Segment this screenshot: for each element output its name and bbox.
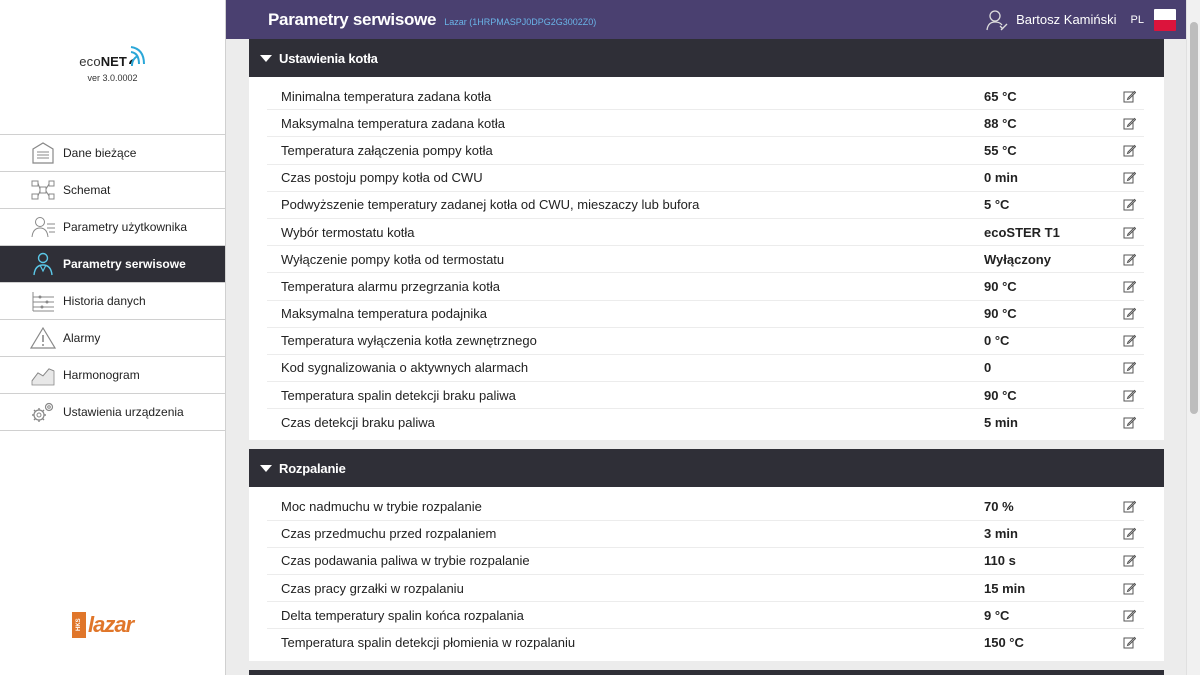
param-row [267,602,1144,629]
param-name: Temperatura wyłączenia kotła zewnętrznego [281,333,537,349]
brand-eco: eco [79,54,101,69]
scrollbar-thumb[interactable] [1190,22,1198,414]
section-title: Ustawienia kotła [279,50,378,66]
param-name: Delta temperatury spalin końca rozpalania [281,607,524,623]
param-row [267,110,1144,137]
sidebar-item-label: Parametry serwisowe [63,257,186,271]
service-params-icon [30,251,56,277]
edit-icon[interactable] [1114,117,1144,130]
param-name: Moc nadmuchu w trybie rozpalanie [281,499,482,515]
sidebar-item-dane-biezace[interactable] [0,135,225,172]
edit-icon[interactable] [1114,280,1144,293]
sidebar-item-ustawienia-urzadzenia[interactable] [0,394,225,431]
language-selector[interactable]: PL [1130,13,1144,26]
param-row [267,83,1144,110]
sidebar-item-schemat[interactable] [0,172,225,209]
section-body [249,487,1164,660]
param-name: Maksymalna temperatura zadana kotła [281,115,506,131]
param-value: 88 °C [984,115,1017,131]
sidebar-item-historia-danych[interactable] [0,283,225,320]
sidebar-item-label: Dane bieżące [63,146,137,160]
param-row [267,629,1144,656]
param-name: Czas detekcji braku paliwa [281,415,435,431]
brand-block [0,0,225,135]
alarm-icon [30,325,56,351]
econet-logo [79,44,146,69]
sidebar-item-harmonogram[interactable] [0,357,225,394]
edit-icon[interactable] [1114,171,1144,184]
edit-icon[interactable] [1114,527,1144,540]
param-value: 150 °C [984,635,1024,651]
edit-icon[interactable] [1114,144,1144,157]
param-value: 3 min [984,526,1018,542]
edit-icon[interactable] [1114,334,1144,347]
user-params-icon [30,214,56,240]
param-row [267,548,1144,575]
brand-net: NET [100,54,127,69]
edit-icon[interactable] [1114,582,1144,595]
section-header[interactable] [249,39,1164,77]
sidebar-item-alarmy[interactable] [0,320,225,357]
param-value: 5 °C [984,197,1010,213]
lazar-logo-tag: HKS [72,612,86,638]
history-icon [30,288,56,314]
section-title: Rozpalanie [279,460,346,476]
version-label: ver 3.0.0002 [87,73,138,83]
edit-icon[interactable] [1114,361,1144,374]
section-ustawienia-kotla [249,39,1164,440]
param-name: Wyłączenie pompy kotła od termostatu [281,251,505,267]
param-row [267,409,1144,436]
edit-icon[interactable] [1114,226,1144,239]
param-name: Temperatura alarmu przegrzania kotła [281,278,500,294]
edit-icon[interactable] [1114,90,1144,103]
param-value: 0 °C [984,333,1010,349]
param-name: Temperatura załączenia pompy kotła [281,142,493,158]
param-row [267,575,1144,602]
param-name: Temperatura spalin detekcji płomienia w rozpalaniu [281,635,576,651]
param-value: Wyłączony [984,251,1051,267]
main-content [249,39,1164,675]
param-row [267,219,1144,246]
sidebar-item-label: Harmonogram [63,368,140,382]
param-name: Czas przedmuchu przed rozpalaniem [281,526,497,542]
current-data-icon [30,140,56,166]
param-value: ecoSTER T1 [984,224,1060,240]
poland-flag-icon[interactable] [1154,9,1176,31]
param-name: Kod sygnalizowania o aktywnych alarmach [281,360,529,376]
sidebar [0,0,226,675]
header-user-area [986,0,1176,39]
param-name: Czas pracy grzałki w rozpalaniu [281,580,464,596]
lazar-logo-text: lazar [88,612,134,637]
user-name[interactable] [1016,12,1116,27]
sidebar-item-label: Alarmy [63,331,101,345]
caret-down-icon [260,465,272,472]
param-name: Podwyższenie temperatury zadanej kotła od CWU, mieszaczy lub bufora [281,197,700,213]
param-row [267,165,1144,192]
sidebar-item-label: Historia danych [63,294,146,308]
edit-icon[interactable] [1114,253,1144,266]
sidebar-item-parametry-serwisowe[interactable] [0,246,225,283]
top-header [226,0,1186,39]
param-value: 0 [984,360,992,376]
edit-icon[interactable] [1114,609,1144,622]
param-name: Maksymalna temperatura podajnika [281,306,487,322]
param-value: 55 °C [984,142,1017,158]
sidebar-item-label: Ustawienia urządzenia [63,405,184,419]
user-icon[interactable] [986,9,1008,31]
page-title: Parametry serwisowe [268,9,437,29]
param-value: 110 s [984,553,1016,569]
section-header[interactable] [249,449,1164,487]
scrollbar[interactable] [1186,0,1200,675]
param-row [267,382,1144,409]
param-row [267,301,1144,328]
param-value: 0 min [984,170,1018,186]
edit-icon[interactable] [1114,416,1144,429]
edit-icon[interactable] [1114,636,1144,649]
param-value: 90 °C [984,387,1017,403]
edit-icon[interactable] [1114,198,1144,211]
param-value: 90 °C [984,306,1017,322]
param-row [267,273,1144,300]
user-first-name: Bartosz [1016,12,1061,27]
param-row [267,192,1144,219]
wifi-signal-icon [128,44,146,66]
param-name: Czas postoju pompy kotła od CWU [281,170,483,186]
edit-icon[interactable] [1114,554,1144,567]
param-name: Minimalna temperatura zadana kotła [281,88,492,104]
param-row [267,246,1144,273]
param-name: Czas podawania paliwa w trybie rozpalanie [281,553,530,569]
section-header-next[interactable] [249,670,1164,675]
device-label[interactable]: Lazar (1HRPMASPJ0DPG2G3002Z0) [444,16,597,27]
user-last-name: Kamiński [1063,12,1117,27]
param-value: 15 min [984,580,1026,596]
section-body [249,77,1164,440]
caret-down-icon [260,55,272,62]
param-row [267,137,1144,164]
param-row [267,328,1144,355]
param-name: Temperatura spalin detekcji braku paliwa [281,387,516,403]
section-rozpalanie [249,449,1164,660]
sidebar-item-label: Parametry użytkownika [63,220,188,234]
param-row [267,493,1144,520]
settings-icon [30,399,56,425]
schema-icon [30,177,56,203]
param-row [267,355,1144,382]
param-row [267,521,1144,548]
edit-icon[interactable] [1114,389,1144,402]
param-value: 70 % [984,499,1014,515]
param-value: 65 °C [984,88,1017,104]
sidebar-item-label: Schemat [63,183,111,197]
param-value: 5 min [984,415,1018,431]
param-value: 90 °C [984,278,1017,294]
sidebar-item-parametry-uzytkownika[interactable] [0,209,225,246]
edit-icon[interactable] [1114,500,1144,513]
schedule-icon [30,362,56,388]
param-value: 9 °C [984,607,1010,623]
param-name: Wybór termostatu kotła [281,224,415,240]
lazar-logo [72,612,133,638]
edit-icon[interactable] [1114,307,1144,320]
